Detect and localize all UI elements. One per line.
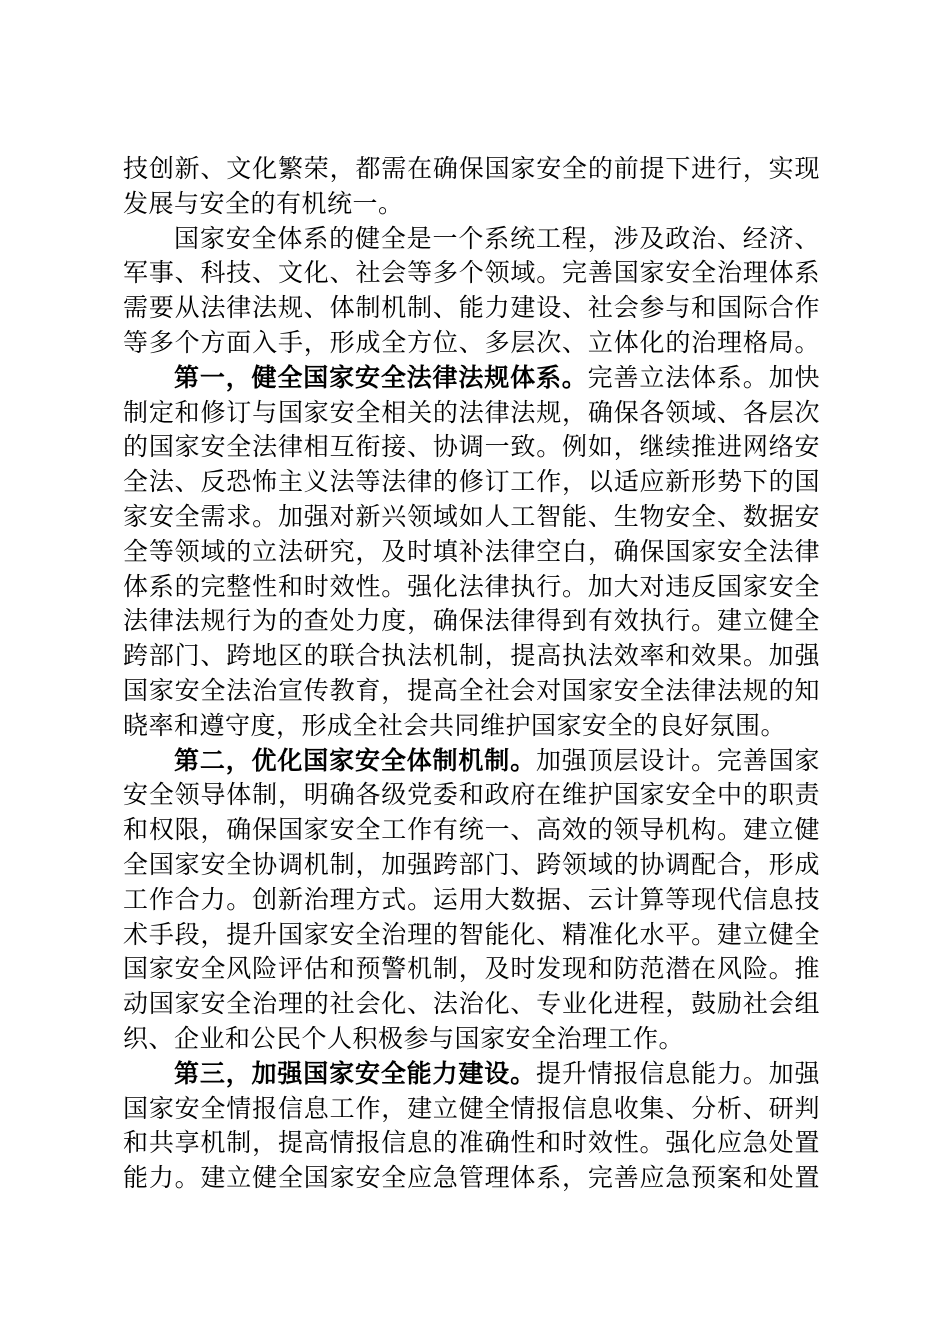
text-line: 技创新、文化繁荣，都需在确保国家安全的前提下进行，实现 [123, 154, 820, 183]
paragraph [123, 1057, 820, 1196]
body-text [123, 152, 820, 1196]
text-line: 制定和修订与国家安全相关的法律法规，确保各领域、各层次 [123, 397, 820, 427]
text-line: 的国家安全法律相互衔接、协调一致。例如，继续推进网络安 [123, 432, 820, 462]
text-line: 晓率和遵守度，形成全社会共同维护国家安全的良好氛围。 [123, 710, 787, 740]
text-line: 家安全需求。加强对新兴领域如人工智能、生物安全、数据安 [123, 501, 820, 531]
text-line: 跨部门、跨地区的联合执法机制，提高执法效率和效果。加强 [123, 641, 820, 671]
text-line: 国家安全体系的健全是一个系统工程，涉及政治、经济、 [174, 223, 820, 253]
text-line: 和权限，确保国家安全工作有统一、高效的领导机构。建立健 [123, 815, 820, 845]
paragraph-heading: 第三，加强国家安全能力建设。 [174, 1058, 536, 1088]
text-line: 等多个方面入手，形成全方位、多层次、立体化的治理格局。 [123, 327, 820, 357]
text-line: 动国家安全治理的社会化、法治化、专业化进程，鼓励社会组 [123, 989, 820, 1019]
text-line-content: 加强顶层设计。完善国家 [535, 745, 820, 775]
text-line: 全法、反恐怖主义法等法律的修订工作，以适应新形势下的国 [123, 467, 820, 497]
paragraph-heading: 第一，健全国家安全法律法规体系。 [174, 362, 588, 392]
paragraph [123, 222, 820, 361]
text-line: 法律法规行为的查处力度，确保法律得到有效执行。建立健全 [123, 606, 820, 636]
text-line: 体系的完整性和时效性。强化法律执行。加大对违反国家安全 [123, 571, 820, 601]
text-line: 需要从法律法规、体制机制、能力建设、社会参与和国际合作 [123, 293, 820, 323]
text-line: 安全领导体制，明确各级党委和政府在维护国家安全中的职责 [123, 780, 820, 810]
text-line [123, 1057, 820, 1092]
text-line: 能力。建立健全国家安全应急管理体系，完善应急预案和处置 [123, 1163, 820, 1193]
text-line: 国家安全情报信息工作，建立健全情报信息收集、分析、研判 [123, 1093, 820, 1123]
text-line: 军事、科技、文化、社会等多个领域。完善国家安全治理体系 [123, 258, 820, 288]
text-line: 织、企业和公民个人积极参与国家安全治理工作。 [123, 1023, 685, 1053]
text-line: 发展与安全的有机统一。 [123, 188, 404, 218]
paragraph [123, 744, 820, 1057]
text-line: 国家安全法治宣传教育，提高全社会对国家安全法律法规的知 [123, 675, 820, 705]
text-line: 全等领域的立法研究，及时填补法律空白，确保国家安全法律 [123, 536, 820, 566]
text-line-content: 提升情报信息能力。加强 [535, 1058, 820, 1088]
paragraph [123, 361, 820, 744]
text-line: 全国家安全协调机制，加强跨部门、跨领域的协调配合，形成 [123, 849, 820, 879]
paragraph-heading: 第二，优化国家安全体制机制。 [174, 745, 536, 775]
text-line: 国家安全风险评估和预警机制，及时发现和防范潜在风险。推 [123, 954, 820, 984]
text-line [123, 361, 820, 396]
paragraph [123, 152, 820, 222]
text-line: 工作合力。创新治理方式。运用大数据、云计算等现代信息技 [123, 884, 820, 914]
text-line-content: 完善立法体系。加快 [587, 362, 820, 392]
text-line [123, 744, 820, 779]
text-line: 术手段，提升国家安全治理的智能化、精准化水平。建立健全 [123, 919, 820, 949]
text-line: 和共享机制，提高情报信息的准确性和时效性。强化应急处置 [123, 1128, 820, 1158]
